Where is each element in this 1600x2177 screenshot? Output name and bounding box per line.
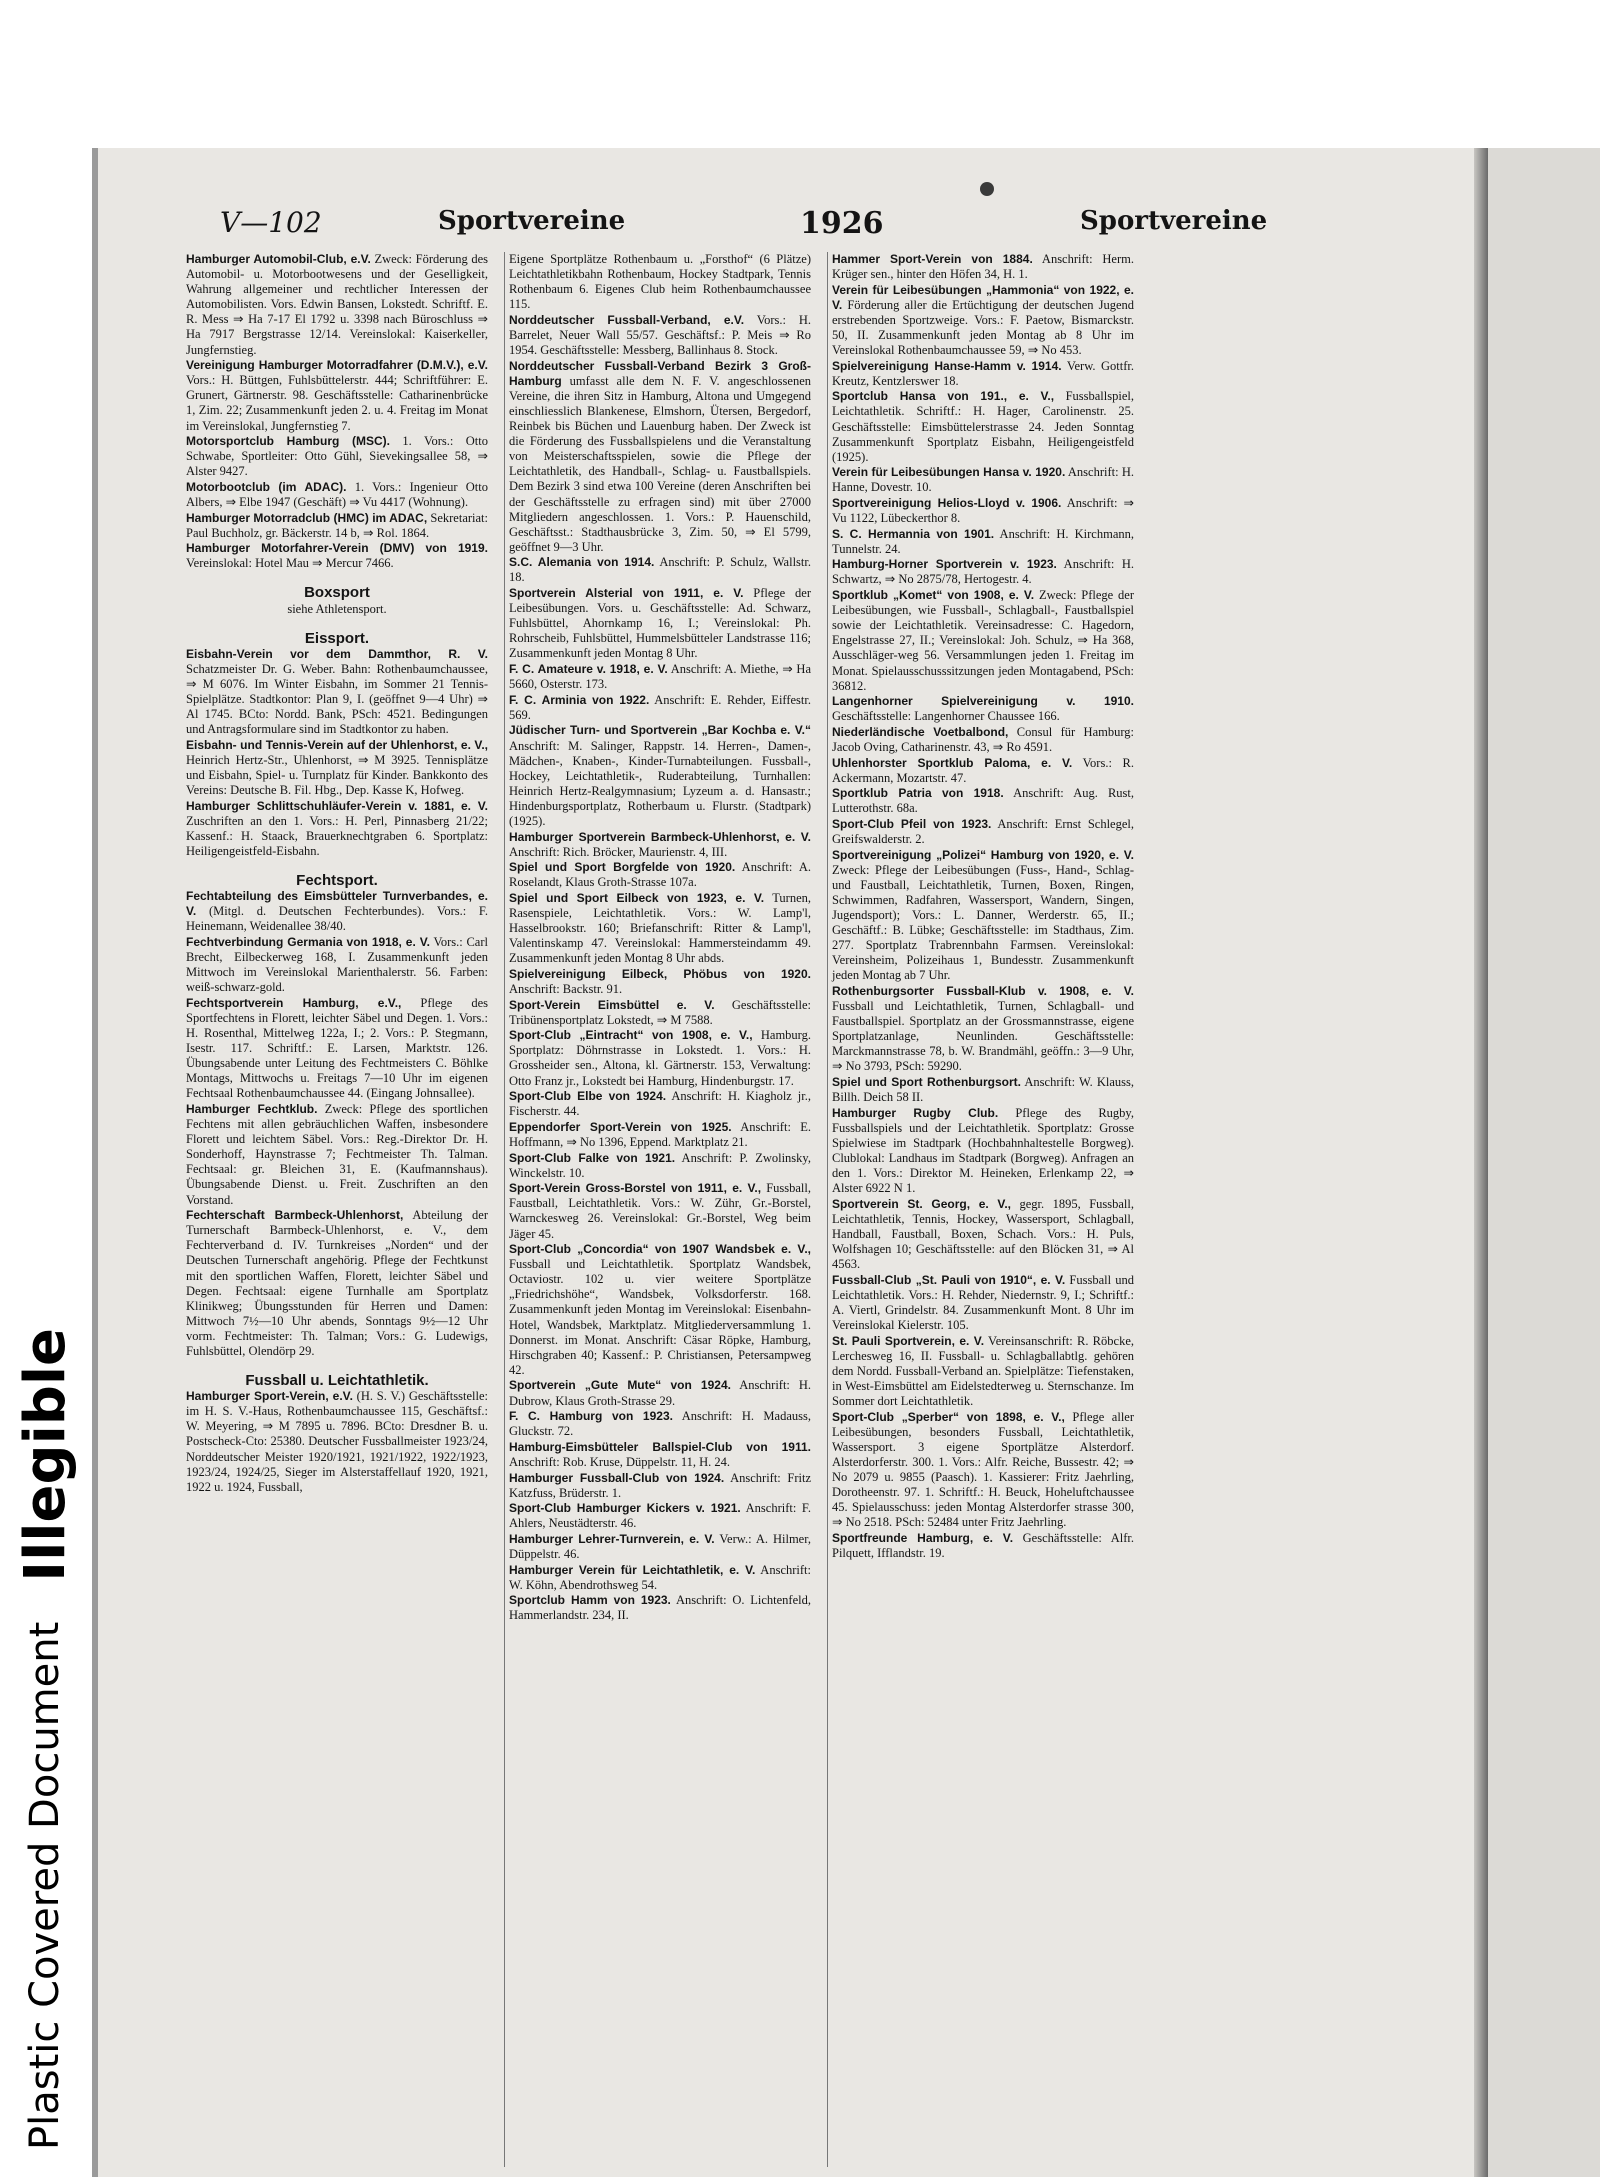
club-details: Fussball und Leichtathletik, Turnen, Schlagball- und Faustballspiel. Sportplatz an der Grossmannstrasse, eigene Sportplatzanlage, Neunlinden. Geschäftsstelle: Marckmannstrasse 78, b. W. Brandmähl, geöffn.: 3—9 Uhr, ⇒ No 3793, PSch: 59290. [832, 999, 1134, 1074]
club-name: Sport-Club Falke von 1921. [509, 1150, 676, 1165]
club-entry [509, 891, 811, 966]
club-entry [509, 1242, 811, 1378]
club-details: Vors.: H. Büttgen, Fuhlsbüttelerstr. 444; Schriftführer: E. Grunert, Gärtnerstr. 98. Geschäftsstelle: Catharinenbrücke 1, Zim. 22; Zusammenkunft jeden 2. u. 4. Freitag im Monat im Vereinslokal, Jungfernstieg 7. [186, 373, 488, 433]
club-details: Fussball und Leichtathletik. Vors.: H. Rehder, Niedernstr. 9, I.; Schriftf.: A. Viertl, Grindelstr. 84. Zusammenkunft Mont. 8 Uhr im Vereinslokal Kielerstr. 105. [832, 1272, 1134, 1333]
club-entry [832, 359, 1134, 389]
side-label [10, 1090, 80, 2150]
section-title: Boxsport [304, 584, 370, 602]
club-details: Anschrift: Backstr. 91. [509, 982, 623, 996]
club-name: Hamburger Sportverein Barmbeck-Uhlenhorst, e. V. [509, 829, 811, 844]
club-name: F. C. Hamburg von 1923. [509, 1409, 673, 1424]
club-details: Anschrift: O. Lichtenfeld, Hammerlandstr. 234, II. [509, 1593, 811, 1623]
club-entry [509, 967, 811, 997]
section-title: Fechtsport. [296, 872, 378, 890]
club-name: Sport-Club Pfeil von 1923. [832, 816, 992, 831]
club-entry [186, 1389, 488, 1495]
club-details: Sekretariat: Paul Buchholz, gr. Bäckerstr. 14 b, ⇒ Rol. 1864. [186, 510, 488, 540]
club-name: F. C. Amateure v. 1918, e. V. [509, 662, 668, 677]
club-name: Sportverein „Gute Mute“ von 1924. [509, 1378, 731, 1393]
club-entry [509, 1593, 811, 1623]
club-entry [509, 723, 811, 829]
binding-hole [980, 182, 994, 196]
club-name: Hamburger Verein für Leichtathletik, e. V. [509, 1562, 756, 1577]
club-details: Anschrift: F. Ahlers, Neustädterstr. 46. [509, 1501, 811, 1531]
club-name: S. C. Hermannia von 1901. [832, 526, 995, 541]
club-name: Eisbahn-Verein vor dem Dammthor, R. V. [186, 646, 488, 661]
club-details: Zweck: Pflege der Leibesübungen (Fuss-, Hand-, Schlag- und Faustball, Leichtathletik, Turnen, Boxen, Ringen, Schwimmen, Radfahren, Wassersport, Wandern, Singen, Jugendsport); Vors.: L. Danner, Werderstr. 65, II.; Geschäftf.: B. Lübke; Geschäftsstelle: im Stadthaus, Zim. 277. Sportplatz Trabrennbahn Farmsen. Vereinslokal: Vereinsheim, Polizeihaus 1, Bundesstr. Zusammenkunft jeden Montag ab 7 Uhr. [832, 862, 1134, 983]
club-entry [186, 647, 488, 738]
club-name: Vereinigung Hamburger Motorradfahrer (D.M.V.), e.V. [186, 358, 488, 373]
club-name: Hamburger Fechtklub. [186, 1101, 318, 1116]
club-entry [509, 830, 811, 860]
club-name: Spielvereinigung Hanse-Hamm v. 1914. [832, 358, 1062, 373]
page-number: V—102 [220, 206, 322, 239]
club-entry [832, 557, 1134, 587]
club-name: Uhlenhorster Sportklub Paloma, e. V. [832, 755, 1073, 770]
club-entry [509, 1181, 811, 1241]
club-name: Sportfreunde Hamburg, e. V. [832, 1530, 1014, 1545]
column-1 [186, 252, 488, 2167]
club-entry [186, 252, 488, 358]
club-name: Fechtsportverein Hamburg, e.V., [186, 995, 402, 1010]
header-left-title: Sportvereine [438, 206, 626, 236]
club-details: Anschrift: H. Madauss, Gluckstr. 72. [509, 1409, 811, 1439]
section-note: siehe Athletensport. [287, 601, 387, 616]
club-details: 1. Vors.: Otto Schwabe, Sportleiter: Otto Gühl, Sievekingsallee 58, ⇒ Alster 9427. [186, 434, 488, 479]
club-name: Sportvereinigung „Polizei“ Hamburg von 1920, e. V. [832, 847, 1134, 862]
club-name: Sportvereinigung Helios-Lloyd v. 1906. [832, 496, 1062, 510]
club-details: Anschrift: Aug. Rust, Lutterothstr. 68a. [832, 786, 1134, 816]
club-details: Vereinslokal: Hotel Mau ⇒ Mercur 7466. [186, 556, 394, 571]
club-entry [186, 434, 488, 479]
club-details: Turnen, Rasenspiele, Leichtathletik. Vors.: W. Lamp'l, Hasselbrookstr. 160; Briefanschrift: Ritter & Lamp'l, Valentinskamp 47. Vereinslokal: Hammersteindamm 49. Zusammenkunft jeden Montag 8 Uhr abds. [509, 890, 811, 966]
club-details: 1. Vors.: Ingenieur Otto Albers, ⇒ Elbe 1947 (Geschäft) ⇒ Vu 4417 (Wohnung). [186, 479, 488, 509]
club-name: Sport-Verein Gross-Borstel von 1911, e. V., [509, 1181, 762, 1196]
club-details: Vors.: H. Barrelet, Neuer Wall 55/57. Geschäftsf.: P. Meis ⇒ Ro 1954. Geschäftsstelle: Messberg, Ballinhaus 8. Stock. [509, 312, 811, 358]
club-entry [509, 1501, 811, 1531]
club-details: Vors.: Carl Brecht, Eilbeckerweg 168, I. Zusammenkunft jeden Mittwoch im Vereinslokal Marienthalerstr. 56. Farben: weiß-schwarz-gold. [186, 934, 488, 995]
column-3 [827, 252, 1134, 2167]
club-details: Anschrift: E. Rehder, Eiffestr. 569. [509, 692, 811, 722]
club-entry [832, 1197, 1134, 1272]
club-entry [509, 252, 811, 312]
club-name: Sportklub Patria von 1918. [832, 786, 1004, 801]
club-entry [509, 313, 811, 358]
club-entry [832, 817, 1134, 847]
gutter-shadow [1474, 148, 1488, 2177]
club-name: Hamburger Sport-Verein, e.V. [186, 1389, 353, 1404]
club-details: Zweck: Pflege des sportlichen Fechtens mit allen gebräuchlichen Waffen, insbesondere Florett und leichtem Säbel. Vors.: Reg.-Direktor Dr. H. Sonderhoff, Haynstrasse 7; Fechtmeister Th. Talman. Fechtsaal: gr. Bleichen 31, E. (Kaufmannshaus). Übungsabende Dienst. u. Freit. Zuschriften an den Vorstand. [186, 1101, 488, 1207]
club-name: Sportverein St. Georg, e. V., [832, 1196, 1011, 1211]
club-entry [186, 738, 488, 798]
club-details: Fussball und Leichtathletik. Sportplatz Wandsbek, Octaviostr. 102 u. vier weitere Sportplätze „Friedrichshöhe“, Wandsbek, Volksdorferstr. 168. Zusammenkunft jeden Montag im Vereinslokal: Eisenbahn-Hotel, Wandsbek, Marktplatz. Mitgliederversammlung 1. Donnerst. im Monat. Anschrift: Cäsar Röpke, Hamburg, Hirschgraben 40; Kassenf.: P. Christiansen, Petersampweg 42. [509, 1257, 811, 1377]
club-entry [832, 1410, 1134, 1531]
club-name: Sport-Club Elbe von 1924. [509, 1089, 667, 1104]
club-name: F. C. Arminia von 1922. [509, 692, 650, 707]
club-details: Anschrift: Rob. Kruse, Düppelstr. 11, H. 24. [509, 1454, 731, 1469]
club-name: Jüdischer Turn- und Sportverein „Bar Kochba e. V.“ [509, 723, 811, 738]
club-details: Verw. Gottfr. Kreutz, Kentzlerswег 18. [832, 358, 1134, 388]
club-name: Hamburger Schlittschuhläufer-Verein v. 1881, e. V. [186, 798, 488, 813]
club-name: Langenhorner Spielvereinigung v. 1910. [832, 694, 1134, 709]
club-name: Sportklub „Komet“ von 1908, e. V. [832, 588, 1035, 603]
club-entry [832, 252, 1134, 282]
club-entry [186, 511, 488, 541]
club-details: Anschrift: Rich. Bröcker, Maurienstr. 4, III. [509, 844, 728, 859]
running-header [220, 206, 1470, 250]
club-entry [832, 1106, 1134, 1197]
club-entry [509, 1471, 811, 1501]
club-entry [186, 480, 488, 510]
club-entry [832, 756, 1134, 786]
club-details: Anschrift: Ernst Schlegel, Greifswalderstr. 2. [832, 816, 1134, 847]
club-name: Motorsportclub Hamburg (MSC). [186, 434, 390, 449]
club-entry [509, 359, 811, 555]
club-entry [509, 1151, 811, 1181]
club-details: Heinrich Hertz-Str., Uhlenhorst, ⇒ M 3925. Tennisplätze und Eisbahn, Spiel- u. Turnplatz für Kinder. Bankkonto des Vereins: Deutsche B. Fil. Hbg., Dep. Kasse K, Hofweg. [186, 752, 488, 798]
club-entry [186, 889, 488, 934]
club-name: Hamburger Rugby Club. [832, 1105, 999, 1120]
section-title: Fussball u. Leichtathletik. [245, 1372, 429, 1390]
club-entry [186, 996, 488, 1102]
club-details: gegr. 1895, Fussball, Leichtathletik, Tennis, Hockey, Wassersport, Schlagball, Handball, Faustball, Boxen, Schach. Vors.: H. Puls, Wolfshagen 10; Geschäftsstelle: auf den Blöcken 31, ⇒ Al 4563. [832, 1196, 1134, 1272]
club-details: Eigene Sportplätze Rothenbaum u. „Forsthof“ (6 Plätze) Leichtathletikbahn Rothenbaum, Hockey Stadtpark, Tennis Rothenbaum 6. Eigenes Club heim Rothenbaumchaussee 115. [509, 252, 811, 312]
header-year: 1926 [800, 206, 884, 241]
club-name: Eppendorfer Sport-Verein von 1925. [509, 1119, 732, 1134]
club-details: Pflege des Rugby, Fussballspiels und der Leichtathletik. Sportplatz: Grosse Spielwiese im Stadtpark (Hochbahnhaltestelle Borgweg). Clublokal: Landhaus im Stadtpark (Borgweg). Anfragen an den 1. Vors.: Direktor M. Heineken, Erlenkamp 22, ⇒ Alster 6922 N 1. [832, 1105, 1134, 1196]
club-entry [509, 1532, 811, 1562]
club-details: Geschäftsstelle: Langenhorner Chaussee 166. [832, 709, 1060, 724]
club-details: Anschrift: A. Miethe, ⇒ Ha 5660, Osterstr. 173. [509, 662, 811, 692]
club-entry [186, 1208, 488, 1359]
club-details: Anschrift: H. Dubrow, Klaus Groth-Strasse 29. [509, 1378, 811, 1408]
club-entry [832, 465, 1134, 495]
club-entry [832, 588, 1134, 694]
club-entry [509, 1563, 811, 1593]
club-details: Anschrift: W. Klauss, Billh. Deich 58 II. [832, 1075, 1134, 1105]
club-details: Anschrift: M. Salinger, Rappstr. 14. Herren-, Damen-, Mädchen-, Knaben-, Kinder-Turnabteilungen. Fussball-, Hockey, Leichtathletik-, Ruderabteilung, Turnhallen: Heinrich Hertz-Realgymnasium; Lyzeum a. d. Hansastr.; Hindenburgsportplatz, Rotherbaum u. Flurstr. (Stadtpark) (1925). [509, 738, 811, 828]
club-entry [509, 1409, 811, 1439]
club-details: Anschrift: W. Köhn, Abendrothsweg 54. [509, 1562, 811, 1592]
club-name: Spiel und Sport Rothenburgsort. [832, 1075, 1021, 1090]
club-name: Hamburger Fussball-Club von 1924. [509, 1470, 725, 1485]
club-name: Sport-Club „Concordia“ von 1907 Wandsbek e. V., [509, 1242, 811, 1257]
club-entry [832, 786, 1134, 816]
club-entry [832, 694, 1134, 724]
club-details: Fussball, Faustball, Leichtathletik. Vors.: W. Zühr, Gr.-Borstel, Warnckesweg 26. Vereinslokal: Gr.-Borstel, Weg beim Jäger 45. [509, 1181, 811, 1241]
side-label-main: Plastic Covered Document [22, 1621, 68, 2150]
club-details: (Mitgl. d. Deutschen Fechterbundes). Vors.: F. Heinemann, Weidenallee 38/40. [186, 904, 488, 934]
club-name: Spiel und Sport Borgfelde von 1920. [509, 860, 736, 875]
club-name: Norddeutscher Fussball-Verband, e.V. [509, 312, 745, 327]
club-name: Fechtverbindung Germania von 1918, e. V. [186, 934, 430, 949]
club-details: Geschäftsstelle: Tribünensportplatz Lokstedt, ⇒ M 7588. [509, 997, 811, 1027]
club-details: Anschrift: H. Kiagholz jr., Fischerstr. 44. [509, 1089, 811, 1119]
club-name: Sportclub Hansa von 191., e. V., [832, 389, 1055, 404]
club-entry [832, 527, 1134, 557]
club-details: umfasst alle dem N. F. V. angeschlossenen Vereine, die ihren Sitz in Hamburg, Altona und Umgegend einschliesslich Blankenese, Elmshorn, Ütersen, Bergedorf, Reinbek bis Büchen und Lauenburg haben. Der Zweck ist die Förderung des Fussballspielens und die Veranstaltung von Meisterschaftsspielen, sowie die Pflege der Leichtathletik, des Handball-, Schlag- u. Faustballspiels. Dem Bezirk 3 sind etwa 100 Vereine (deren Anschriften bei der Geschäftsstelle zu erfragen sind) mit über 27000 Mitgliedern angeschlossen. 1. Vors.: P. Hauenschild, Geschäftsst.: Stadthausbrücke 3, Zim. 50, ⇒ El 5799, geöffnet 9—3 Uhr. [509, 373, 811, 554]
club-name: Sport-Club Hamburger Kickers v. 1921. [509, 1501, 741, 1516]
club-details: Verw.: A. Hilmer, Düppelstr. 46. [509, 1531, 811, 1561]
club-name: Sport-Club „Eintracht“ von 1908, e. V., [509, 1028, 753, 1043]
club-details: Vereinsanschrift: R. Röbcke, Lerchesweg 16, II. Fussball- u. Schlagballabtlg. gehören dem Nordd. Fussball-Verband an. Spielplätze: Tiefenstaken, in West-Eimsbüttel am Eidelstedterweg u. Sternschanze. Im Sommer dort Leichtathletik. [832, 1333, 1134, 1409]
club-details: Anschrift: ⇒ Vu 1122, Lübeckerthor 8. [832, 496, 1134, 526]
club-entry [509, 1440, 811, 1470]
club-entry [832, 1531, 1134, 1561]
club-name: Fechtabteilung des Eimsbütteler Turnverbandes, e. V. [186, 889, 488, 919]
club-name: Verein für Leibesübungen Hansa v. 1920. [832, 465, 1066, 480]
club-entry [509, 586, 811, 661]
directory-columns [186, 252, 1186, 2172]
club-name: Spielvereinigung Eilbeck, Phöbus von 1920. [509, 966, 811, 981]
club-details: Vors.: R. Ackermann, Mozartstr. 47. [832, 755, 1134, 785]
club-details: Anschrift: P. Schulz, Wallstr. 18. [509, 555, 811, 585]
club-details: Fussballspiel, Leichtathletik. Schriftf.: H. Hager, Carolinenstr. 25. Geschäftsstelle: Eimsbüttelerstrasse 24. Jeden Sonntag Zusammenkunft Sportplatz Eisbahn, Heiligengeistfeld (1925). [832, 389, 1134, 464]
club-entry [832, 1075, 1134, 1105]
club-name: Sportverein Alsterial von 1911, e. V. [509, 586, 744, 601]
club-name: Hamburg-Eimsbütteler Ballspiel-Club von 1911. [509, 1439, 811, 1454]
club-details: Abteilung der Turnerschaft Barmbeck-Uhlenhorst, e. V., dem Fechterverband d. IV. Turnkreises „Norden“ und der Deutschen Turnerschaft angehörig. Pflege der Fechtkunst mit den sportlichen Waffen, Florett, leichter Säbel und Degen. Fechtsaal: eigene Turnhalle am Sportplatz Klinikweg; Übungsstunden für Herren und Damen: Mittwoch 7½—10 Uhr abends, Sonntags 9½—12 Uhr vorm. Fechtmeister: Th. Talman; Vors.: G. Ludewigs, Fuhlsbüttel, Olendörp 29. [186, 1208, 488, 1358]
club-details: Anschrift: E. Hoffmann, ⇒ No 1396, Eppend. Marktplatz 21. [509, 1119, 811, 1149]
club-details: Anschrift: A. Roselandt, Klaus Groth-Strasse 107a. [509, 860, 811, 890]
club-entry [832, 848, 1134, 984]
club-details: Anschrift: Fritz Katzfuss, Brüderstr. 1. [509, 1470, 811, 1500]
section-title: Eissport. [304, 629, 370, 647]
club-details: Geschäftsstelle: Alfr. Pilquett, Ifflandstr. 19. [832, 1530, 1134, 1560]
column-2 [504, 252, 811, 2167]
club-name: Niederländische Voetbalbond, [832, 724, 1009, 739]
club-entry [186, 358, 488, 433]
club-name: S.C. Alemania von 1914. [509, 555, 655, 570]
club-name: Eisbahn- und Tennis-Verein auf der Uhlenhorst, e. V., [186, 737, 488, 752]
club-name: Hamburger Motorfahrer-Verein (DMV) von 1919. [186, 541, 488, 556]
club-entry [509, 1089, 811, 1119]
club-details: Anschrift: P. Zwolinsky, Winckelstr. 10. [509, 1150, 811, 1180]
club-details: Schatzmeister Dr. G. Weber. Bahn: Rothenbaumchaussee, ⇒ M 6076. Im Winter Eisbahn, im Sommer 21 Tennis-Spielplätze. Stadtkontor: Plan 9, I. (geöffnet 9—4 Uhr) ⇒ Al 1745. BCto: Nordd. Bank, PSch: 4521. Bedingungen und Antragsformulare sind im Stadtkontor zu haben. [186, 661, 488, 737]
facing-page [1488, 148, 1600, 2177]
club-details: (H. S. V.) Geschäftsstelle: im H. S. V.-Haus, Rothenbaumchaussee 115, Geschäftsf.: W. Meyering, ⇒ M 7895 u. 7896. BCto: Dresdner B. u. Postscheck-Cto: 25380. Deutscher Fussballmeister 1923/24, Norddeutscher Meister 1920/1921, 1921/1922, 1922/1923, 1923/24, 1924/25, Sieger im Alsterstaffellauf 1920, 1921, 1922 u. 1924, Fussball, [186, 1389, 488, 1494]
club-entry [832, 725, 1134, 755]
club-entry [832, 1334, 1134, 1409]
club-name: Hamburg-Horner Sportverein v. 1923. [832, 557, 1057, 572]
club-entry [509, 1120, 811, 1150]
club-name: Sport-Verein Eimsbüttel e. V. [509, 997, 715, 1012]
club-entry [186, 1102, 488, 1208]
club-details: Consul für Hamburg: Jacob Oving, Catharinenstr. 43, ⇒ Ro 4591. [832, 724, 1134, 754]
club-entry [832, 1273, 1134, 1333]
club-entry [832, 283, 1134, 358]
club-entry [832, 984, 1134, 1075]
side-label-bold: Illegible [12, 1327, 78, 1582]
club-entry [509, 555, 811, 585]
club-details: Anschrift: H. Kirchmann, Tunnelstr. 24. [832, 526, 1134, 556]
club-name: Hamburger Automobil-Club, e.V. [186, 252, 371, 266]
club-entry [509, 1028, 811, 1088]
club-entry [186, 541, 488, 571]
club-name: Hamburger Motorradclub (HMC) im ADAC, [186, 510, 428, 525]
club-details: Anschrift: H. Hanne, Dovestr. 10. [832, 465, 1134, 495]
club-details: Pflege der Leibesübungen. Vors. u. Geschäftsstelle: Ad. Schwarz, Fuhlsbüttel, Ahornkamp 16, I.; Vereinslokal: Ph. Rohrscheib, Fuhlsbüttel, Hummelsbütteler Landstrasse 116; Zusammenkunft jeden Montag 8 Uhr. [509, 586, 811, 661]
club-name: Rothenburgsorter Fussball-Klub v. 1908, e. V. [832, 984, 1134, 998]
club-details: Anschrift: H. Schwartz, ⇒ No 2875/78, Hertogestr. 4. [832, 557, 1134, 587]
club-entry [186, 935, 488, 995]
club-entry [832, 389, 1134, 464]
club-name: Hammer Sport-Verein von 1884. [832, 252, 1033, 266]
club-details: Zweck: Förderung des Automobil- u. Motorbootwesens und der Geselligkeit, Wahrung allgemeiner und rechtlicher Interessen der Automobilisten. Vors. Edwin Bansen, Lokstedt. Schriftf. E. R. Mess ⇒ Ha 7-17 El 1792 u. 3398 nach Büroschluss ⇒ Ha 7917 Bergstrasse 12/14. Vereinslokal: Kaiserkeller, Jungfernstieg. [186, 252, 488, 357]
club-details: Pflege des Sportfechtens in Florett, leichter Säbel und Degen. 1. Vors.: H. Rosenthal, Mittelweg 122a, I.; 2. Vors.: P. Stegmann, Isestr. 117. Schriftf.: E. Larsen, Marktstr. 126. Übungsabende unter Leitung des Fechtmeisters C. Böhlke Montags, Mittwochs u. Freitags 7—10 Uhr im eigenen Fechtsaal Rothenbaumchaussee 44. (Eingang Johnsallee). [186, 995, 488, 1101]
club-entry [509, 662, 811, 692]
club-name: Norddeutscher Fussball-Verband Bezirk 3 Groß-Hamburg [509, 358, 811, 388]
club-details: Pflege aller Leibesübungen, besonders Fussball, Leichtathletik, Wassersport. 3 eigene Sportplätze Alsterdorf. Alsterdorferstr. 300. 1. Vors.: Alfr. Reiche, Bussestr. 42; ⇒ No 2079 u. 9855 (Paasch). 1. Kassierer: Fritz Jaehrling, Dorotheenstr. 97. 1. Schriftf.: H. Beuck, Hoheluftchaussee 45. Spielausschuss: jeden Montag Alsterdorfer strasse 300, ⇒ No 2518. PSch: 52484 unter Fritz Jaehrling. [832, 1409, 1134, 1530]
club-entry [509, 860, 811, 890]
club-entry [186, 799, 488, 859]
club-details: Förderung aller die Ertüchtigung der deutschen Jugend erstrebenden Sportzweige. Vors.: F. Paetow, Bismarckstr. 50, II. Zusammenkunft jeden Montag ab 8 Uhr im Vereinslokal Rothenbaumchaussee 59, ⇒ No 453. [832, 297, 1134, 358]
club-name: St. Pauli Sportverein, e. V. [832, 1333, 985, 1348]
club-name: Fechterschaft Barmbeck-Uhlenhorst, [186, 1208, 404, 1223]
club-entry [509, 998, 811, 1028]
club-details: Zuschriften an den 1. Vors.: H. Perl, Pinnasberg 21/22; Kassenf.: H. Staack, Brauerknechtgraben 6. Sportplatz: Heiligengeistfeld-Eisbahn. [186, 813, 488, 858]
club-entry [832, 496, 1134, 526]
club-name: Fussball-Club „St. Pauli von 1910“, e. V. [832, 1272, 1066, 1287]
club-name: Spiel und Sport Eilbeck von 1923, e. V. [509, 890, 765, 905]
club-name: Hamburger Lehrer-Turnverein, e. V. [509, 1531, 715, 1546]
club-entry [509, 693, 811, 723]
header-right-title: Sportvereine [1080, 206, 1268, 236]
club-name: Sport-Club „Sperber“ von 1898, e. V., [832, 1409, 1065, 1424]
club-details: Zweck: Pflege der Leibesübungen, wie Fussball-, Schlagball-, Faustballspiel sowie der Leichtathletik. Vereinsadresse: C. Hagedorn, Engelstrasse 27, II.; Vereinslokal: Joh. Schulz, ⇒ Ha 368, Ausschläger-weg 56. Versammlungen jeden 1. Freitag im Monat. Spielausschusssitzungen jeden Montagabend, PSch: 36812. [832, 588, 1134, 693]
club-name: Sportclub Hamm von 1923. [509, 1593, 671, 1608]
club-name: Motorbootclub (im ADAC). [186, 479, 347, 494]
club-name: Verein für Leibesübungen „Hammonia“ von 1922, e. V. [832, 282, 1134, 312]
club-details: Hamburg. Sportplatz: Döhrnstrasse in Lokstedt. 1. Vors.: H. Grossheider sen., Altona, kl. Gärtnerstr. 153, Verwaltung: Otto Franz jr., Lokstedt bei Hamburg, Hindenburgstr. 17. [509, 1028, 811, 1088]
club-entry [509, 1378, 811, 1408]
club-details: Anschrift: Herm. Krüger sen., hinter den Höfen 34, H. 1. [832, 252, 1134, 282]
page-edge [92, 148, 98, 2177]
